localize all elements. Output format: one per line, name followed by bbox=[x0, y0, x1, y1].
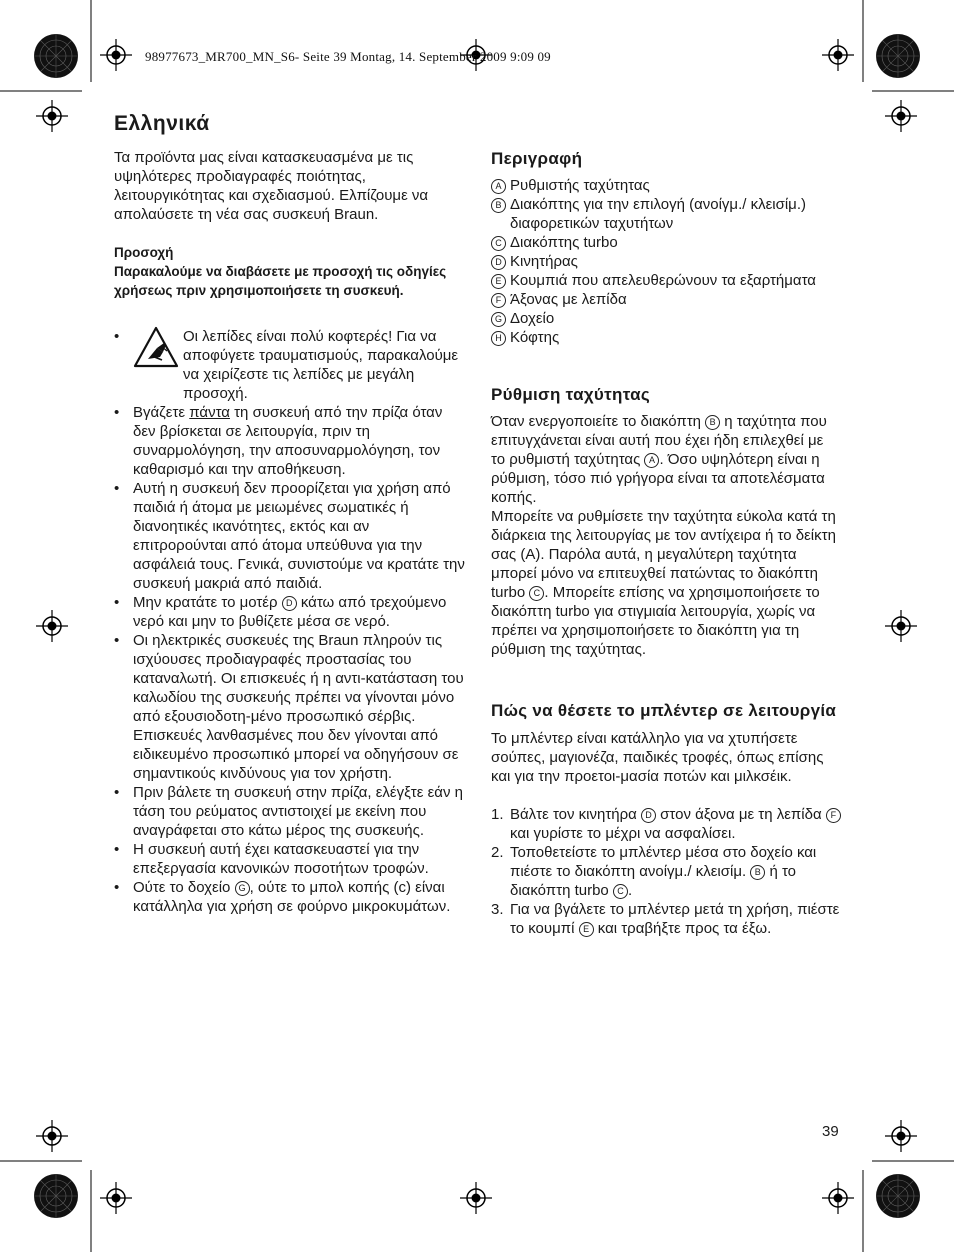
list-item bbox=[114, 479, 466, 593]
safety-text: τη συσκευή από την πρίζα όταν δεν βρίσκεται σε λειτουργία, πριν τη συναρμολόγηση, την αποσυναρμολόγηση, τον καθαρισμό και την αποθήκευση. bbox=[133, 404, 443, 478]
letter-c-marker: C bbox=[529, 586, 544, 601]
letter-a-marker: A bbox=[491, 179, 506, 194]
step-text: ή το διακόπτη turbo bbox=[510, 863, 797, 899]
step-text: Τοποθετείστε το μπλέντερ μέσα στο δοχείο και πιέστε το διακόπτη ανοίγμ./ κλεισίμ. bbox=[510, 844, 817, 880]
caution-body: Παρακαλούμε να διαβάσετε με προσοχή τις οδηγίες χρήσεως πριν χρησιμοποιήσετε τη συσκευή. bbox=[114, 264, 447, 298]
description-item: Κινητήρας bbox=[510, 253, 578, 270]
list-item bbox=[491, 271, 841, 290]
safety-text: Η συσκευή αυτή έχει κατασκευαστεί για την επεξεργασία κανονικών ποσοτήτων τροφών. bbox=[133, 841, 429, 877]
safety-text: , ούτε το μπολ κοπής (c) είναι κατάλληλα για χρήση σε φούρνο μικροκυμάτων. bbox=[133, 879, 451, 915]
list-item bbox=[114, 403, 466, 479]
list-item bbox=[491, 843, 841, 900]
underlined-text: πάντα bbox=[189, 404, 230, 421]
intro-paragraph: Τα προϊόντα μας είναι κατασκευασμένα με τις υψηλότερες προδιαγραφές ποιότητας, λειτουργικότητας και σχεδιασμού. Ελπίζουμε να απολαύσετε τη νέα σας συσκευή Braun. bbox=[114, 149, 429, 223]
letter-f-marker: F bbox=[826, 808, 841, 823]
description-item: Δοχείο bbox=[510, 310, 555, 327]
list-item bbox=[114, 783, 466, 840]
speed-text: Όταν ενεργοποιείτε το διακόπτη bbox=[491, 413, 706, 430]
speed-text: η ταχύτητα που επιτυγχάνεται είναι αυτή που έχει ήδη επιλεχθεί με το ρυθμιστή ταχύτητας bbox=[491, 413, 827, 468]
list-item bbox=[491, 176, 841, 195]
page-title: Ελληνικά bbox=[114, 112, 210, 135]
page-number: 39 bbox=[822, 1123, 839, 1140]
list-item bbox=[114, 631, 466, 783]
list-item bbox=[491, 233, 841, 252]
print-header: 98977673_MR700_MN_S6- Seite 39 Montag, 14. September 2009 9:09 09 bbox=[145, 49, 551, 64]
speed-paragraph-1 bbox=[491, 412, 841, 507]
list-item bbox=[491, 328, 841, 347]
letter-d-marker: D bbox=[282, 596, 297, 611]
safety-text: Πριν βάλετε τη συσκευή στην πρίζα, ελέγξτε εάν η τάση του ρεύματος αντιστοιχεί με εκείνη που αναγράφεται στο κάτω μέρος της συσκευής. bbox=[133, 784, 463, 839]
list-item bbox=[491, 195, 841, 233]
right-column bbox=[491, 148, 841, 938]
letter-h-marker: H bbox=[491, 331, 506, 346]
left-column bbox=[114, 148, 466, 916]
letter-b-marker: B bbox=[750, 865, 765, 880]
list-item bbox=[114, 878, 466, 916]
speed-paragraph-2 bbox=[491, 507, 841, 659]
list-item bbox=[114, 593, 466, 631]
description-item: Κόφτης bbox=[510, 329, 560, 346]
speed-heading: Ρύθμιση ταχύτητας bbox=[491, 385, 651, 404]
speed-text: . Μπορείτε επίσης να χρησιμοποιήσετε το διακόπτη turbo για στιγμιαία λειτουργία, χωρίς να πρέπει να χρησιμοποιήσετε το διακόπτη για τη ρύθμιση της ταχύτητας. bbox=[491, 584, 820, 658]
usage-heading: Πώς να θέσετε το μπλέντερ σε λειτουργία bbox=[491, 701, 837, 720]
letter-e-marker: E bbox=[491, 274, 506, 289]
list-item bbox=[491, 900, 841, 938]
letter-b-marker: B bbox=[705, 415, 720, 430]
safety-item-blades: • Οι λεπίδες είναι πολύ κοφτερές! Για να αποφύγετε τραυματισμούς, παρακαλούμε να χειρίζεστε τις λεπίδες με μεγάλη προσοχή. bbox=[183, 328, 459, 402]
list-item bbox=[491, 290, 841, 309]
list-item bbox=[114, 840, 466, 878]
description-heading: Περιγραφή bbox=[491, 149, 583, 168]
description-item: Άξονας με λεπίδα bbox=[510, 291, 627, 308]
letter-d-marker: D bbox=[491, 255, 506, 270]
blade-hazard-icon bbox=[133, 326, 183, 403]
letter-g-marker: G bbox=[491, 312, 506, 327]
description-item: Κουμπιά που απελευθερώνουν τα εξαρτήματα bbox=[510, 272, 816, 289]
safety-text: Βγάζετε bbox=[133, 404, 190, 421]
letter-f-marker: F bbox=[491, 293, 506, 308]
description-item: Ρυθμιστής ταχύτητας bbox=[510, 177, 650, 194]
list-item bbox=[491, 252, 841, 271]
safety-text: Μην κρατάτε το μοτέρ bbox=[133, 594, 282, 611]
step-text: Για να βγάλετε το μπλέντερ μετά τη χρήση, πιέστε το κουμπί bbox=[510, 901, 840, 937]
speed-text: . Όσο υψηλότερη είναι η ρύθμιση, τόσο πιό γρήγορα είναι τα αποτελέσματα κοπής. bbox=[491, 451, 825, 506]
usage-intro: Το μπλέντερ είναι κατάλληλο για να χτυπήσετε σούπες, μαγιονέζα, παιδικές τροφές, όπως επίσης και για την προετοι-μασία ποτών και μιλκσέικ. bbox=[491, 730, 824, 785]
step-text: στον άξονα με τη λεπίδα bbox=[656, 806, 826, 823]
step-text: Βάλτε τον κινητήρα bbox=[510, 806, 641, 823]
letter-b-marker: B bbox=[491, 198, 506, 213]
list-item bbox=[491, 805, 841, 843]
step-number: 1. bbox=[491, 806, 504, 823]
description-list bbox=[491, 176, 841, 347]
letter-c-marker: C bbox=[491, 236, 506, 251]
letter-e-marker: E bbox=[579, 922, 594, 937]
caution-title: Προσοχή bbox=[114, 245, 174, 260]
step-text: και γυρίστε το μέχρι να ασφαλίσει. bbox=[510, 825, 736, 842]
description-item: Διακόπτης turbo bbox=[510, 234, 618, 251]
letter-c-marker: C bbox=[613, 884, 628, 899]
step-text: . bbox=[627, 882, 633, 899]
list-item bbox=[491, 309, 841, 328]
safety-list bbox=[114, 327, 466, 916]
speed-text: Μπορείτε να ρυθμίσετε την ταχύτητα εύκολα κατά τη διάρκεια της λειτουργίας με τον αντίχειρα ή το δείκτη σας (A). Παρόλα αυτά, η μεγαλύτερη ταχύτητα μπορεί μόνο να επιτευχθεί πατώντας το διακόπτη turbo bbox=[491, 508, 836, 601]
step-number: 2. bbox=[491, 844, 504, 861]
safety-text: κάτω από τρεχούμενο νερό και μην το βυθίζετε μέσα σε νερό. bbox=[133, 594, 447, 630]
list-item bbox=[114, 327, 466, 403]
usage-steps bbox=[491, 805, 841, 938]
safety-text: Αυτή η συσκευή δεν προορίζεται για χρήση από παιδιά ή άτομα με μειωμένες σωματικές ή διανοητικές ικανότητες, εκτός και αν επιτρορούνται από άτομα υπεύθυνα για την ασφάλειά τους. Γενικά, συνιστούμε να κρατάτε την συσκευή μακριά από παιδιά. bbox=[133, 480, 465, 592]
description-item: Διακόπτης για την επιλογή (ανοίγμ./ κλεισίμ.) διαφορετικών ταχυτήτων bbox=[510, 196, 806, 232]
letter-a-marker: A bbox=[644, 453, 659, 468]
letter-g-marker: G bbox=[235, 881, 250, 896]
safety-text: Οι ηλεκτρικές συσκευές της Braun πληρούν τις ισχύουσες προδιαγραφές προστασίας του καταναλωτή. Οι επισκευές ή η αντι-κατάσταση του καλωδίου της συσκευής πρέπει να γίνονται μόνο από εξουσιοδοτη-μένο προσωπικό σέρβις. Επισκευές λανθασμένες που δεν γίνονται από ειδικευμένο προσωπικό μπορεί να οδηγήσουν σε σημαντικούς κινδύνους για τον χρήστη. bbox=[133, 632, 464, 782]
step-text: και τραβήξτε προς τα έξω. bbox=[593, 920, 772, 937]
letter-d-marker: D bbox=[641, 808, 656, 823]
step-number: 3. bbox=[491, 901, 504, 918]
safety-text: Ούτε το δοχείο bbox=[133, 879, 235, 896]
